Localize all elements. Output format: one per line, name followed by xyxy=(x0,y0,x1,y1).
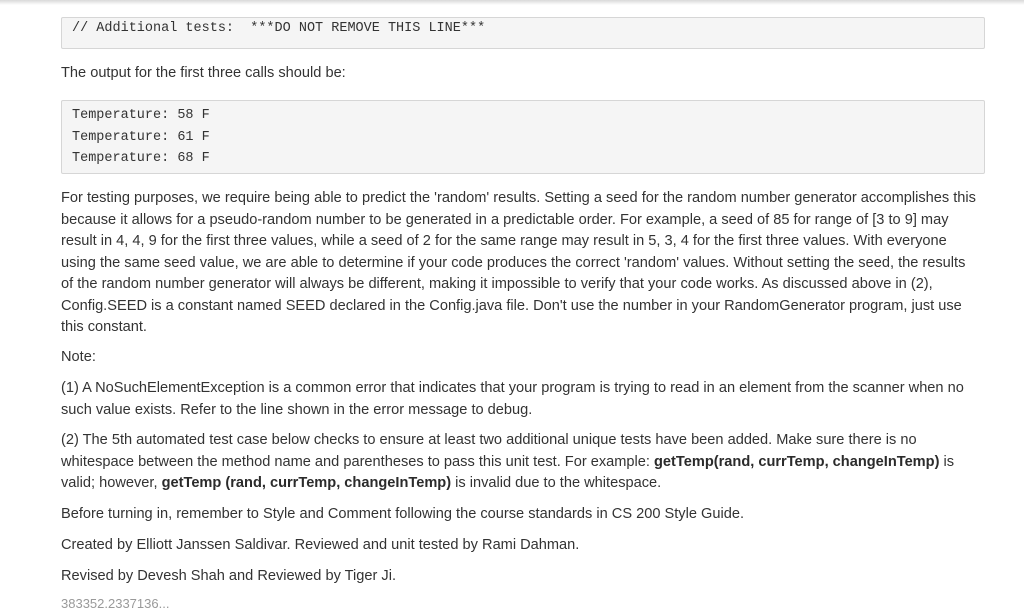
intro-text: The output for the first three calls should be: xyxy=(61,65,346,81)
valid-example-code: getTemp(rand, currTemp, changeInTemp) xyxy=(654,453,940,470)
code-line: Temperature: 58 F xyxy=(72,108,210,123)
additional-tests-code-block xyxy=(61,17,985,49)
note-2-text: is valid; however, xyxy=(61,453,955,491)
note-2-text: is invalid due to the whitespace. xyxy=(451,475,662,491)
code-line: // Additional tests: ***DO NOT REMOVE THIS LINE*** xyxy=(72,21,486,36)
created-by-paragraph: Created by Elliott Janssen Saldivar. Reviewed and unit tested by Rami Dahman. xyxy=(61,537,580,553)
expected-output-code-block xyxy=(61,100,985,174)
note-1-paragraph: (1) A NoSuchElementException is a common error that indicates that your program is trying to read in an element from the scanner when no such value exists. Refer to the line shown in the error message to debug. xyxy=(61,380,964,418)
invalid-example-code: getTemp (rand, currTemp, changeInTemp) xyxy=(161,475,452,491)
code-line: Temperature: 68 F xyxy=(72,151,210,166)
note-2-text: (2) The 5th automated test case below checks to ensure at least two additional unique tests have been added. Make sure there is no whitespace between the method name and parentheses to pass this unit test. For example: xyxy=(61,432,917,470)
testing-paragraph: For testing purposes, we require being able to predict the 'random' results. Setting a seed for the random number generator accomplishes this because it allows for a pseudo-random number to be generated in a predictable order. For example, a seed of 85 for range of [3 to 9] may result in 4, 4, 9 for the first three values, while a seed of 2 for the same range may result in 5, 3, 4 for the first three values. With everyone using the same seed value, we are able to determine if your code produces the correct 'random' values. Without setting the seed, the results of the random number generator will always be different, making it impossible to verify that your code works. As discussed above in (2), Config.SEED is a constant named SEED declared in the Config.java file. Don't use the number in your RandomGenerator program, just use this constant. xyxy=(61,190,976,335)
cutoff-text: 383352.2337136... xyxy=(61,596,170,611)
note-2-paragraph xyxy=(61,430,981,495)
note-label: Note: xyxy=(61,349,96,365)
code-line: Temperature: 61 F xyxy=(72,129,210,145)
revised-by-paragraph: Revised by Devesh Shah and Reviewed by Tiger Ji. xyxy=(61,568,397,584)
top-edge-shadow xyxy=(0,0,1024,5)
style-guide-paragraph: Before turning in, remember to Style and Comment following the course standards in CS 200 Style Guide. xyxy=(61,506,745,522)
